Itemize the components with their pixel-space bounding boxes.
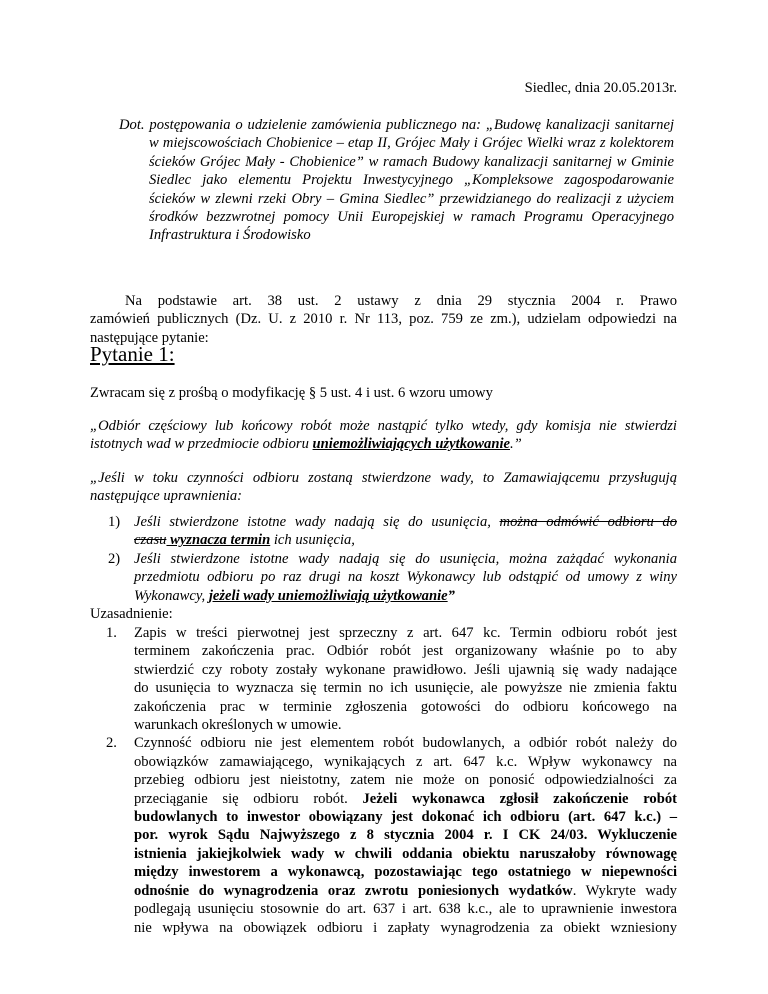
- subject-paragraph: [119, 116, 674, 245]
- list-item: 2. Czynność odbioru nie jest elementem robót budowlanych, a odbiór robót należy do obowiązków zamawiającego, wynikających z art. 647 k.c. Wpływ wykonawcy na przebieg odbioru jest nieistotny, zatem nie może on ponosić odpowiedzialności za przeciąganie się odbioru robót. Jeżeli wykonawca zgłosił zakończenie robót budowlanych to inwestor obowiązany jest dokonać ich odbioru (art. 647 k.c.) – por. wyrok Sądu Najwyższego z 8 stycznia 2004 r. I CK 24/03. Wykluczenie istnienia jakiejkolwiek wady w chwili oddania obiektu naruszałoby równowagę między inwestorem a wykonawcą, pozostawiając tego ostatniego w niepewności odnośnie do wynagrodzenia oraz zwrotu poniesionych wydatków. Wykryte wady podlegają usunięciu stosownie do art. 637 i art. 638 k.c., ale to uprawnienie inwestora nie wpływa na obowiązek odbioru i zapłaty wynagrodzenia za obiekt wzniesiony: [106, 735, 677, 936]
- quote-line: następujące uprawnienia:: [90, 488, 242, 505]
- quote-line: „Jeśli w toku czynności odbioru zostaną stwierdzone wady, to Zamawiającemu przysługują: [90, 470, 677, 486]
- subject-line: w miejscowościach Chobienice – etap II, Grójec Mały i Grójec Wielki wraz z kolektorem: [149, 135, 674, 152]
- list-item: 1. Zapis w treści pierwotnej jest sprzeczny z art. 647 kc. Termin odbioru robót jest terminem zakończenia prac. Odbiór robót jest organizowany właśnie po to aby stwierdzić czy roboty zostały wykonane prawidłowo. Jeśli ujawnią się wady nadające do usunięcia to wyznacza się termin no ich usunięcie, ale powyższe nie zmienia faktu zakończenia prac w terminie zgłoszenia gotowości do odbioru końcowego na warunkach określonych w umowie.: [106, 625, 677, 734]
- intro-line: Na podstawie art. 38 ust. 2 ustawy z dnia 29 stycznia 2004 r. Prawo: [125, 293, 677, 309]
- list-item: 2) Jeśli stwierdzone istotne wady nadają się do usunięcia, można zażądać wykonania przedmiotu odbioru po raz drugi na koszt Wykonawcy lub odstąpić od umowy z winy Wykonawcy, jeżeli wady uniemożliwiają użytkowanie”: [108, 550, 677, 604]
- justification-heading: Uzasadnienie:: [90, 606, 173, 622]
- subject-line: Dot. postępowania o udzielenie zamówienia publicznego na: „Budowę kanalizacji sanitarnej: [119, 117, 674, 133]
- quote-acceptance: [90, 417, 677, 454]
- quote-line: „Odbiór częściowy lub końcowy robót może nastąpić tylko wtedy, gdy komisja nie stwierdzi: [90, 418, 677, 434]
- place-date: Siedlec, dnia 20.05.2013r.: [524, 80, 677, 96]
- emphasis-text: uniemożliwiających użytkowanie: [312, 436, 510, 453]
- list-number: 2.: [106, 735, 117, 752]
- subject-line: środków bezzwrotnej pomocy Unii Europejskiej w ramach Programu Operacyjnego: [149, 209, 674, 226]
- rights-list: [108, 513, 677, 605]
- question-heading: Pytanie 1:: [90, 342, 175, 366]
- list-number: 1.: [106, 625, 117, 641]
- struck-text: można odmówić odbioru do: [499, 514, 678, 530]
- subject-line: ścieków Grójec Mały - Chobienice” w ramach Budowy kanalizacji sanitarnej w Gminie: [149, 153, 674, 170]
- list-item: 1) Jeśli stwierdzone istotne wady nadają się do usunięcia, można odmówić odbioru do czasu wyznacza termin ich usunięcia,: [108, 514, 678, 549]
- list-number: 2): [108, 550, 121, 567]
- modification-request: Zwracam się z prośbą o modyfikację § 5 ust. 4 i ust. 6 wzoru umowy: [90, 385, 493, 401]
- subject-line: ścieków w zlewni rzeki Obry – Gmina Siedlec” przewidzianego do realizacji z użyciem: [149, 190, 674, 207]
- quote-defects: [90, 469, 677, 506]
- emphasis-text: wyznacza termin: [166, 532, 271, 549]
- struck-text: czasu: [134, 532, 167, 549]
- intro-line: następujące pytanie:: [90, 329, 209, 346]
- intro-line: zamówień publicznych (Dz. U. z 2010 r. Nr 113, poz. 759 ze zm.), udzielam odpowiedzi na: [90, 311, 677, 328]
- emphasis-text: jeżeli wady uniemożliwiają użytkowanie: [208, 587, 448, 604]
- subject-line: Infrastruktura i Środowisko: [149, 227, 311, 244]
- intro-paragraph: [90, 292, 677, 347]
- list-number: 1): [108, 514, 121, 530]
- quote-line: istotnych wad w przedmiocie odbioru uniemożliwiających użytkowanie.”: [90, 436, 522, 453]
- subject-line: Siedlec jako elementu Projektu Inwestycyjnego „Kompleksowe zagospodarowanie: [149, 172, 674, 189]
- justification-list: [106, 624, 677, 937]
